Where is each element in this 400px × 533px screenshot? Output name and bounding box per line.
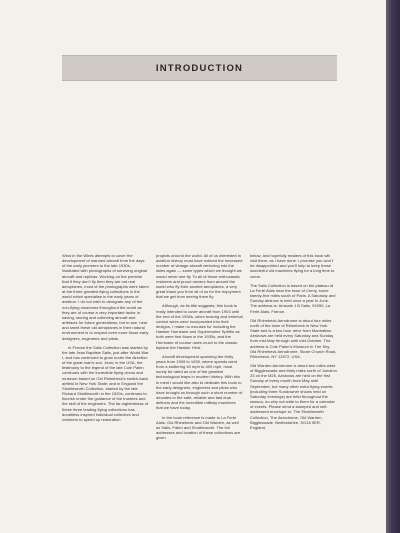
- text-column-1: [62, 253, 149, 440]
- paragraph: Old Warden Aerodrome is about two miles west of Biggleswade and thirty miles north of Junction 23 on the M25. Airshows are held on the first Sunday of every month from May until September, but many other extra flying events (including three Sundowner shows held on Saturday evenings) are held throughout the season, so why not write to them for a calendar of events. Please send a stamped and self-addressed envelope to: The Shuttleworth Collection, The Aerodrome, Old Warden, Biggleswade, Bedfordshire, SG18 9ER, England.: [250, 362, 337, 430]
- paragraph: In France the Salis Collection was started by the late Jean Baptiste Salis, just after World War I, and has continued to grow under the direction of the great man’s son, Jean; in the USA, the testimony to the legend of the late Cole Palen continues with the incredible flying circus and museum based on Old Rhinebeck’s switch-back airfield in New York State; and in England the Shuttleworth Collection, started by the late Richard Shuttleworth in the 1920s, continues to flourish under the guidance of the trustees and the skill of the engineers. The far-sightedness of these three leading flying collections has doubtless inspired individual collectors and restorers to speed up restoration: [62, 344, 149, 422]
- text-column-3: [250, 253, 337, 440]
- text-column-2: [156, 253, 243, 440]
- paragraph: In the book reference is made to La Ferté Alais, Old Rhinebeck and Old Warden, as well as Salis, Palen and Shuttleworth. The full addresses and location of these collections are given: [156, 414, 241, 441]
- page-title: INTRODUCTION: [155, 62, 244, 74]
- paragraph: Wind in the Wires attempts to cover the development of manned aircraft from the days of the early pioneers to the late 1930s, illustrated with photographs of surviving original aircraft and replicas. Working on the premise that if they don’t fly then they are not real aeroplanes, most of the photographs were taken at the three greatest flying collections in the world which specialise in the early years of aviation. I do not wish to denigrate any of the non-flying museums throughout the world as they are of course a very important factor in saving, storing and collecting aircraft and artefacts for future generations, but to see, hear and smell these old aeroplanes in their natural environment is to respect even more those early designers, engineers and pilots.: [62, 253, 149, 341]
- paragraph: below, and hopefully readers of this book will visit them, as I have done. I promise you won’t be disappointed and you’ll help to keep these wonderful old machines flying for a long time to come.: [250, 253, 335, 279]
- text-columns: [62, 253, 337, 440]
- paragraph: Although, as its title suggests, this book is really intended to cover aircraft from 1903 until the end of the 1930s, when bracing and external control wires were incorporated into their designs, I make no excuses for including the Hawker Hurricane and Supermarine Spitfire as both were first flown in the 1930s, and the Hurricane of course owes much to the classic biplane the Hawker Hind.: [156, 303, 243, 350]
- paragraph: projects around the world. All of us interested in aviation history must have noticed the increased number of vintage aircraft venturing into the skies again — some types which we thought we would never see fly. To all of those enthusiastic restorers and proud owners from around the world who fly their ancient aeroplanes, a very great thank you from all of us for the enjoyment that we get from seeing them fly.: [156, 253, 243, 300]
- paragraph: Old Rhinebeck Aerodrome is about four miles north of the town of Rhinebeck in New York State and is a two-hour drive from Manhattan. Airshows are held every Saturday and Sunday from mid-May through until mid-October. The address is Cole Palen’s Museum In The Sky, Old Rhinebeck Aerodrome, Stone Church Road, Rhinebeck, NY 12572, USA.: [250, 317, 337, 359]
- paragraph: Aircraft development spanning the thirty years from 1909 to 1939, where speeds went from a stuttering 40 mph to 400 mph, must surely be rated as one of the greatest technological leaps in modern history. With this in mind I would like also to dedicate this book to the early designers, engineers and pilots who have brought us through such a short number of decades to the safe, reliable and fast dual airliners and the incredible military machines that we have today.: [156, 353, 243, 411]
- heading-band: [62, 55, 337, 81]
- paragraph: The Salis Collection is based on the plateau of La Ferté Alais near the town of Cerny, some twenty-five miles south of Paris. A Saturday and Sunday airshow is held once a year in June. The address is: Amicale J B Salis, 91590, La Ferté Alais, France.: [250, 282, 336, 314]
- book-cover-edge: [386, 0, 400, 533]
